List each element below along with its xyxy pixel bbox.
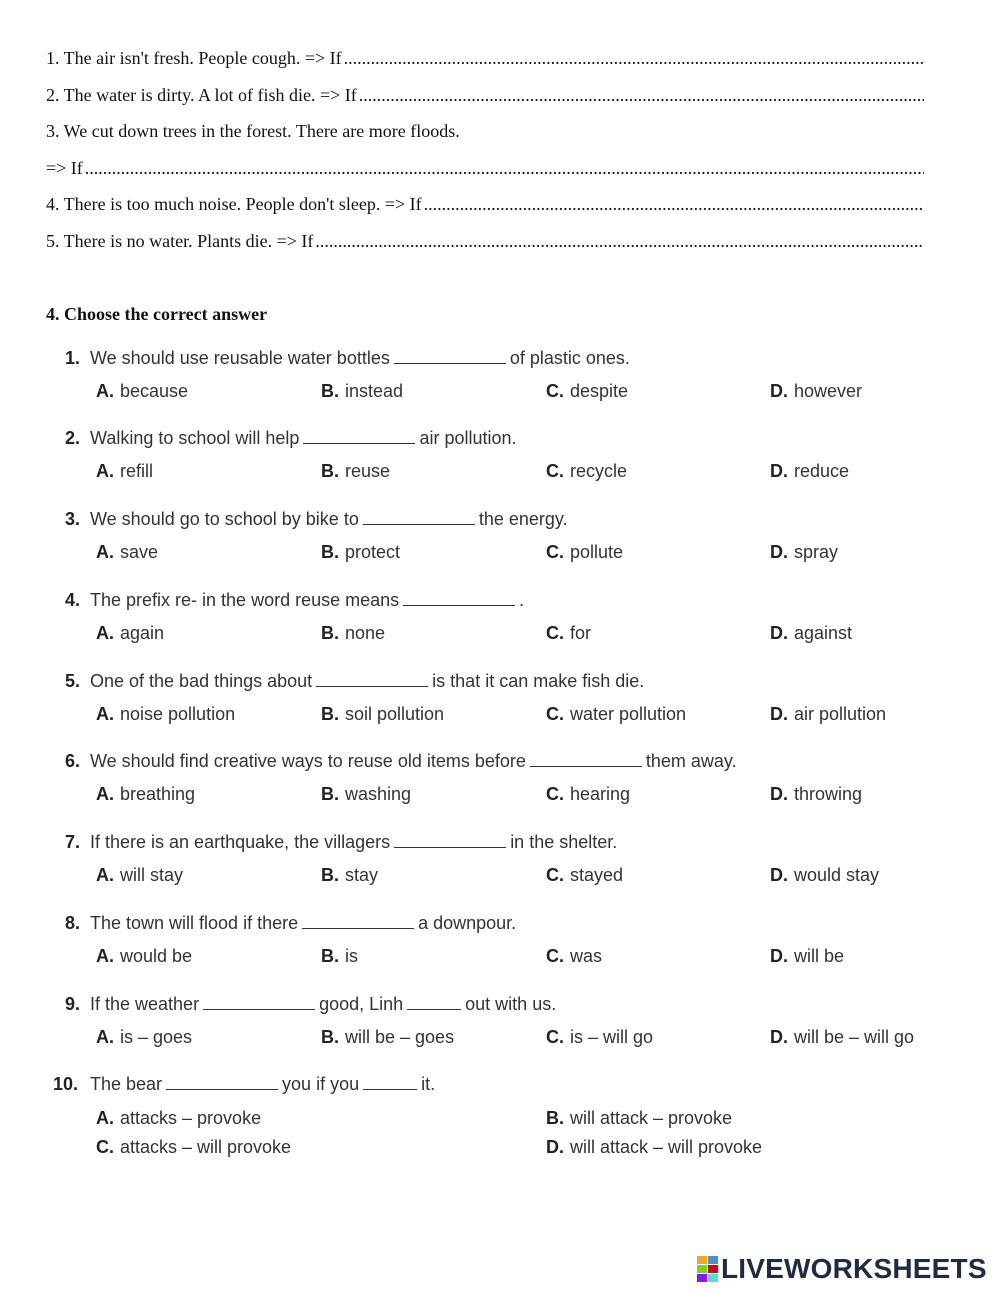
option-d[interactable]	[770, 461, 849, 482]
option-b[interactable]	[321, 381, 403, 402]
option-text: reduce	[794, 461, 850, 481]
option-d[interactable]	[770, 946, 844, 967]
option-text: is – will go	[570, 1027, 654, 1047]
question-text	[90, 509, 568, 530]
rewrite-line-2[interactable]	[46, 85, 924, 106]
rewrite-line-5[interactable]	[46, 231, 924, 252]
option-text: against	[794, 623, 853, 643]
question-text	[90, 994, 556, 1015]
rewrite-prompt: 5. There is no water. Plants die. => If	[46, 231, 314, 251]
option-b[interactable]	[321, 704, 444, 725]
question-stem: We should use reusable water bottles	[90, 348, 390, 368]
option-letter: A.	[96, 784, 114, 804]
logo-tile	[697, 1265, 707, 1273]
question-text	[90, 671, 644, 692]
option-letter: C.	[96, 1137, 114, 1157]
option-letter: A.	[96, 461, 114, 481]
answer-dots[interactable]	[85, 158, 924, 179]
option-a[interactable]	[96, 542, 158, 563]
answer-blank[interactable]	[316, 672, 428, 687]
option-d[interactable]	[770, 865, 879, 886]
question-stem: Walking to school will help	[90, 428, 300, 448]
option-c[interactable]	[546, 381, 628, 402]
question-stem-end: the energy.	[478, 509, 568, 529]
option-b[interactable]	[321, 946, 358, 967]
option-c[interactable]	[546, 542, 623, 563]
rewrite-line-4[interactable]	[46, 194, 924, 215]
answer-blank[interactable]	[394, 833, 506, 848]
option-text: breathing	[120, 784, 196, 804]
option-b[interactable]	[546, 1108, 732, 1129]
option-letter: B.	[321, 865, 339, 885]
logo-icon	[697, 1256, 718, 1282]
logo-tile	[697, 1256, 707, 1264]
option-letter: C.	[546, 1027, 564, 1047]
option-b[interactable]	[321, 623, 385, 644]
option-letter: C.	[546, 623, 564, 643]
option-text: hearing	[570, 784, 631, 804]
option-letter: C.	[546, 865, 564, 885]
option-c[interactable]	[546, 865, 623, 886]
option-d[interactable]	[770, 1027, 914, 1048]
answer-blank[interactable]	[363, 1075, 417, 1090]
option-b[interactable]	[321, 865, 378, 886]
question-text	[90, 832, 617, 853]
option-d[interactable]	[770, 381, 862, 402]
rewrite-line-3-answer[interactable]	[46, 158, 924, 179]
option-c[interactable]	[546, 946, 602, 967]
rewrite-prompt: 2. The water is dirty. A lot of fish die. => If	[46, 85, 357, 105]
question-stem: We should find creative ways to reuse old items before	[90, 751, 526, 771]
question-stem: We should go to school by bike to	[90, 509, 359, 529]
option-text: however	[794, 381, 863, 401]
option-letter: D.	[770, 1027, 788, 1047]
option-text: will stay	[120, 865, 184, 885]
option-text: washing	[345, 784, 412, 804]
option-d[interactable]	[770, 784, 862, 805]
answer-dots[interactable]	[315, 231, 924, 252]
option-text: for	[570, 623, 592, 643]
option-text: will be	[794, 946, 845, 966]
logo-tile	[708, 1256, 718, 1264]
option-text: will attack – provoke	[570, 1108, 733, 1128]
option-letter: B.	[321, 946, 339, 966]
option-text: spray	[794, 542, 839, 562]
question-number: 7.	[64, 832, 80, 852]
option-a[interactable]	[96, 1108, 261, 1129]
option-letter: C.	[546, 784, 564, 804]
option-text: throwing	[794, 784, 863, 804]
option-c[interactable]	[546, 461, 627, 482]
option-a[interactable]	[96, 704, 235, 725]
option-a[interactable]	[96, 623, 164, 644]
question-number: 10.	[52, 1074, 78, 1094]
option-b[interactable]	[321, 461, 390, 482]
question-stem: One of the bad things about	[90, 671, 313, 691]
option-d[interactable]	[770, 704, 886, 725]
rewrite-line-3	[46, 121, 924, 142]
option-text: would stay	[794, 865, 880, 885]
rewrite-line-1[interactable]	[46, 48, 924, 69]
question-stem: The bear	[90, 1074, 163, 1094]
question-stem-middle: good, Linh	[319, 994, 404, 1014]
option-letter: B.	[321, 704, 339, 724]
option-letter: B.	[321, 542, 339, 562]
answer-dots[interactable]	[424, 194, 924, 215]
option-letter: B.	[546, 1108, 564, 1128]
option-letter: A.	[96, 1108, 114, 1128]
answer-blank[interactable]	[303, 429, 415, 444]
logo-tile	[708, 1274, 718, 1282]
option-letter: A.	[96, 623, 114, 643]
option-text: save	[120, 542, 159, 562]
answer-blank[interactable]	[394, 349, 506, 364]
rewrite-prompt: 1. The air isn't fresh. People cough. => If	[46, 48, 342, 68]
question-text	[90, 751, 737, 772]
option-letter: B.	[321, 381, 339, 401]
option-text: because	[120, 381, 189, 401]
section-title: 4. Choose the correct answer	[46, 304, 268, 324]
question-text	[90, 913, 516, 934]
question-stem-end: it.	[421, 1074, 436, 1094]
question-stem-end: them away.	[645, 751, 737, 771]
liveworksheets-logo	[697, 1253, 987, 1285]
option-c[interactable]	[546, 1027, 653, 1048]
answer-blank[interactable]	[403, 591, 515, 606]
option-a[interactable]	[96, 784, 195, 805]
question-text	[90, 590, 524, 611]
option-b[interactable]	[321, 1027, 454, 1048]
option-b[interactable]	[321, 784, 411, 805]
option-c[interactable]	[96, 1137, 291, 1158]
question-stem-end: .	[519, 590, 525, 610]
option-text: will be – goes	[345, 1027, 455, 1047]
answer-blank[interactable]	[363, 510, 475, 525]
option-letter: D.	[770, 784, 788, 804]
option-letter: A.	[96, 381, 114, 401]
option-text: would be	[120, 946, 193, 966]
option-text: none	[345, 623, 386, 643]
option-c[interactable]	[546, 704, 686, 725]
option-text: protect	[345, 542, 401, 562]
option-text: pollute	[570, 542, 624, 562]
option-letter: B.	[321, 623, 339, 643]
question-text	[90, 1074, 435, 1095]
option-a[interactable]	[96, 946, 192, 967]
option-letter: A.	[96, 704, 114, 724]
option-text: despite	[570, 381, 629, 401]
option-letter: B.	[321, 461, 339, 481]
option-text: water pollution	[570, 704, 687, 724]
option-letter: B.	[321, 1027, 339, 1047]
option-text: soil pollution	[345, 704, 445, 724]
option-c[interactable]	[546, 784, 630, 805]
option-text: attacks – provoke	[120, 1108, 262, 1128]
question-stem: The prefix re- in the word reuse means	[90, 590, 400, 610]
question-stem-middle: you if you	[282, 1074, 360, 1094]
question-stem-end: air pollution.	[419, 428, 517, 448]
question-number: 9.	[64, 994, 80, 1014]
option-letter: D.	[770, 461, 788, 481]
option-c[interactable]	[546, 623, 591, 644]
question-stem: The town will flood if there	[90, 913, 299, 933]
option-text: again	[120, 623, 165, 643]
question-number: 3.	[64, 509, 80, 529]
option-letter: A.	[96, 1027, 114, 1047]
option-letter: D.	[770, 623, 788, 643]
option-letter: C.	[546, 461, 564, 481]
option-text: noise pollution	[120, 704, 236, 724]
logo-tile	[697, 1274, 707, 1282]
answer-blank[interactable]	[530, 752, 642, 767]
option-a[interactable]	[96, 381, 188, 402]
option-text: stay	[345, 865, 379, 885]
answer-blank[interactable]	[166, 1075, 278, 1090]
answer-blank[interactable]	[407, 995, 461, 1010]
option-text: instead	[345, 381, 404, 401]
answer-dots[interactable]	[344, 48, 924, 69]
option-letter: A.	[96, 946, 114, 966]
option-text: refill	[120, 461, 154, 481]
option-text: will attack – will provoke	[570, 1137, 763, 1157]
option-a[interactable]	[96, 461, 153, 482]
option-letter: C.	[546, 704, 564, 724]
question-number: 6.	[64, 751, 80, 771]
option-letter: D.	[770, 542, 788, 562]
question-number: 4.	[64, 590, 80, 610]
answer-blank[interactable]	[203, 995, 315, 1010]
option-letter: D.	[546, 1137, 564, 1157]
option-b[interactable]	[321, 542, 400, 563]
rewrite-prompt: 3. We cut down trees in the forest. There are more floods.	[46, 121, 460, 141]
option-letter: D.	[770, 865, 788, 885]
option-letter: B.	[321, 784, 339, 804]
option-text: is	[345, 946, 358, 966]
answer-blank[interactable]	[302, 914, 414, 929]
option-d[interactable]	[546, 1137, 762, 1158]
option-letter: A.	[96, 542, 114, 562]
question-stem-end: is that it can make fish die.	[432, 671, 645, 691]
question-stem-end: a downpour.	[418, 913, 517, 933]
question-stem-end: out with us.	[465, 994, 557, 1014]
rewrite-prompt: 4. There is too much noise. People don't sleep. => If	[46, 194, 422, 214]
option-letter: D.	[770, 946, 788, 966]
option-text: attacks – will provoke	[120, 1137, 292, 1157]
option-a[interactable]	[96, 865, 183, 886]
option-text: was	[570, 946, 603, 966]
option-text: stayed	[570, 865, 624, 885]
option-a[interactable]	[96, 1027, 192, 1048]
question-text	[90, 348, 630, 369]
option-d[interactable]	[770, 623, 852, 644]
question-stem-end: in the shelter.	[510, 832, 618, 852]
option-letter: A.	[96, 865, 114, 885]
option-letter: D.	[770, 381, 788, 401]
option-d[interactable]	[770, 542, 838, 563]
question-number: 1.	[64, 348, 80, 368]
brand-name: LIVEWORKSHEETS	[721, 1253, 987, 1284]
option-letter: C.	[546, 381, 564, 401]
option-text: air pollution	[794, 704, 887, 724]
question-stem: If the weather	[90, 994, 200, 1014]
option-text: will be – will go	[794, 1027, 915, 1047]
logo-tile	[708, 1265, 718, 1273]
question-stem-end: of plastic ones.	[509, 348, 630, 368]
option-letter: C.	[546, 542, 564, 562]
option-letter: D.	[770, 704, 788, 724]
question-number: 5.	[64, 671, 80, 691]
rewrite-prompt: => If	[46, 158, 83, 178]
option-text: reuse	[345, 461, 391, 481]
question-number: 2.	[64, 428, 80, 448]
option-text: is – goes	[120, 1027, 193, 1047]
answer-dots[interactable]	[359, 85, 924, 106]
option-text: recycle	[570, 461, 628, 481]
question-number: 8.	[64, 913, 80, 933]
question-stem: If there is an earthquake, the villagers	[90, 832, 391, 852]
question-text	[90, 428, 517, 449]
option-letter: C.	[546, 946, 564, 966]
